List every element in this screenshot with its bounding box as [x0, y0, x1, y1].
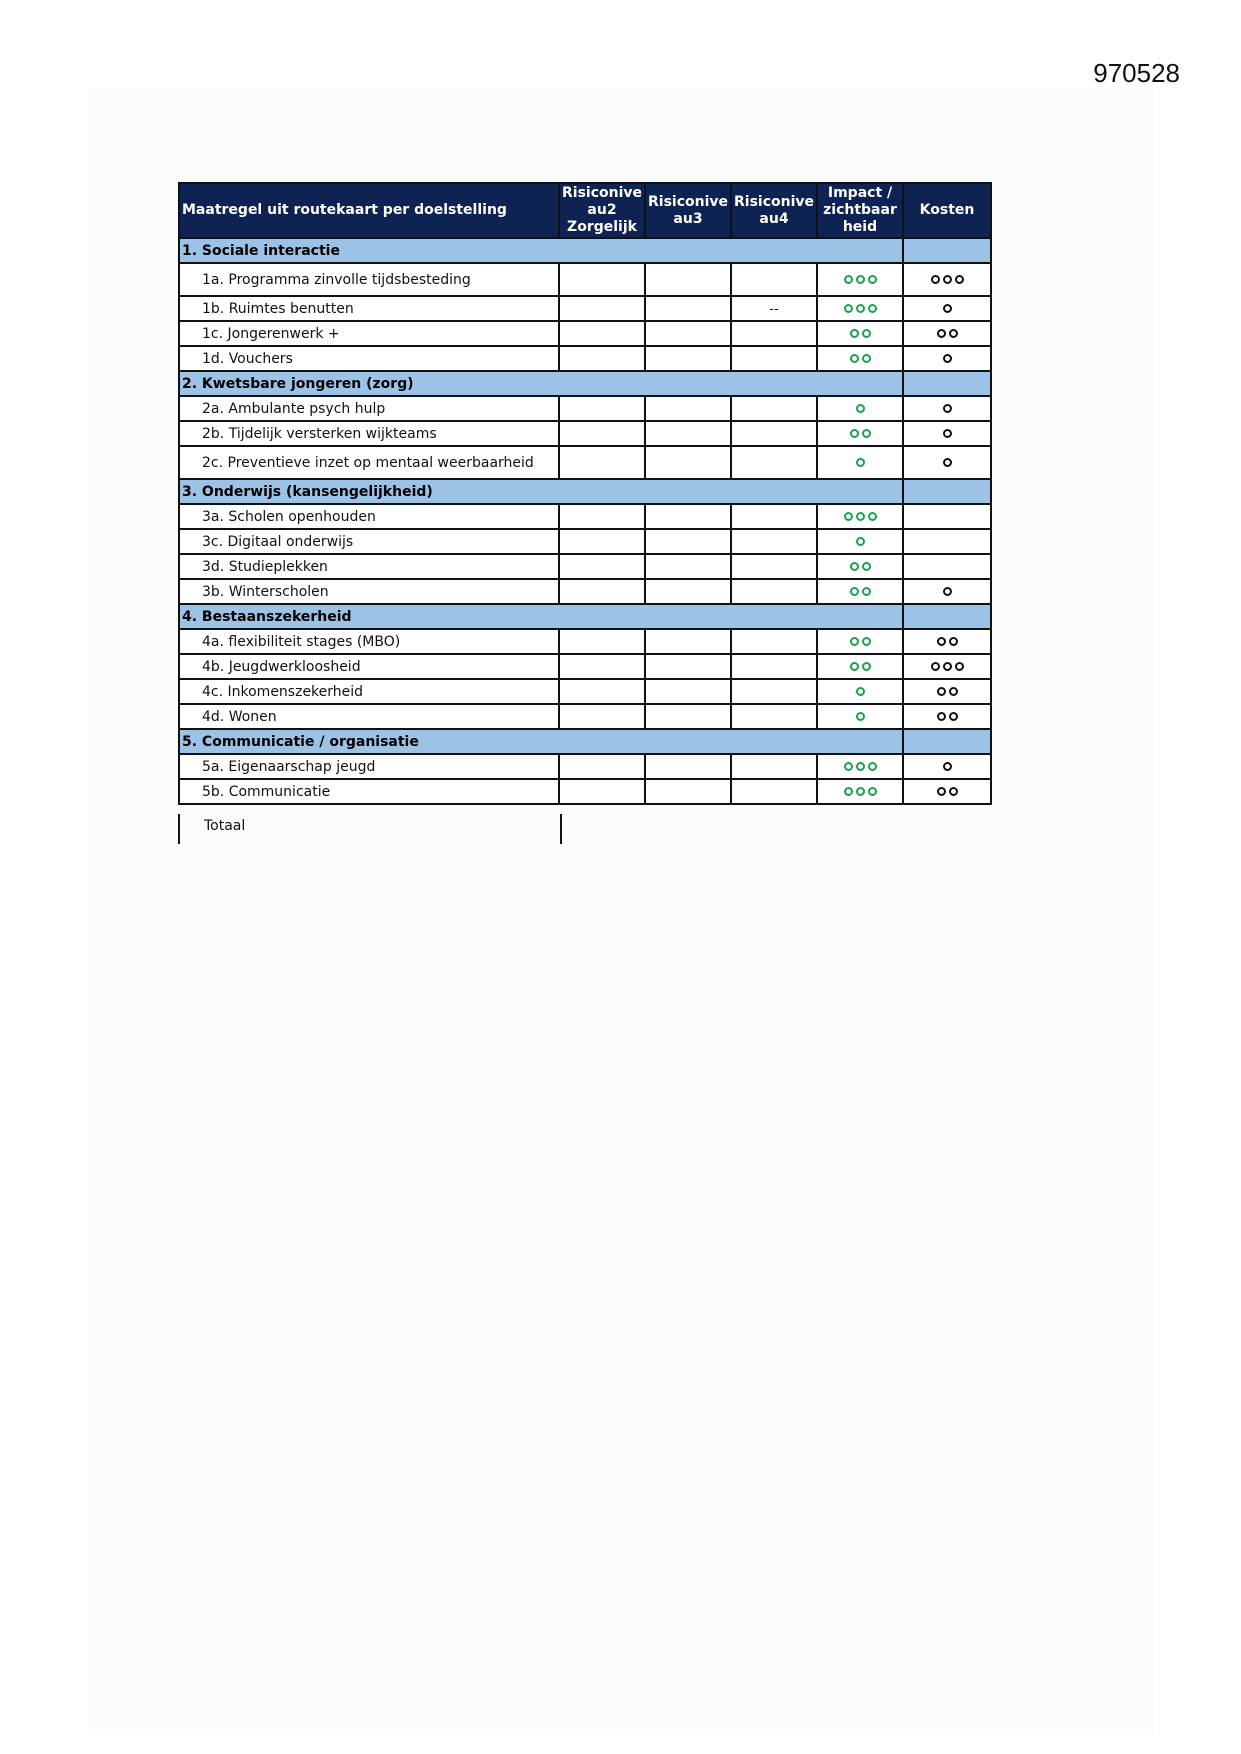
impact-cell	[817, 579, 903, 604]
rating-dots	[850, 562, 871, 571]
rating-dots	[850, 329, 871, 338]
impact-cell	[817, 296, 903, 321]
rating-dots	[937, 687, 958, 696]
table-row	[179, 579, 991, 604]
rating-dot	[943, 354, 952, 363]
impact-cell	[817, 529, 903, 554]
costs-cell	[903, 529, 991, 554]
rating-dot	[943, 304, 952, 313]
measures-table	[178, 182, 992, 805]
measure-label: 2a. Ambulante psych hulp	[179, 396, 559, 421]
rating-dots	[856, 712, 865, 721]
costs-cell	[903, 754, 991, 779]
costs-cell	[903, 296, 991, 321]
section-title: 4. Bestaanszekerheid	[179, 604, 903, 629]
measure-label: 5a. Eigenaarschap jeugd	[179, 754, 559, 779]
section-row	[179, 238, 991, 263]
rating-dot	[868, 787, 877, 796]
risk-au4-value: --	[769, 301, 779, 317]
rating-dot	[949, 329, 958, 338]
costs-cell	[903, 704, 991, 729]
measure-label: 4b. Jeugdwerkloosheid	[179, 654, 559, 679]
risk-au4-cell	[731, 654, 817, 679]
rating-dot	[850, 637, 859, 646]
risk-au2-cell	[559, 579, 645, 604]
risk-au3-cell	[645, 263, 731, 296]
section-costs-cell	[903, 729, 991, 754]
section-title: 2. Kwetsbare jongeren (zorg)	[179, 371, 903, 396]
rating-dot	[949, 687, 958, 696]
section-costs-cell	[903, 238, 991, 263]
rating-dot	[856, 762, 865, 771]
impact-cell	[817, 554, 903, 579]
risk-au4-cell	[731, 346, 817, 371]
impact-cell	[817, 346, 903, 371]
risk-au4-cell	[731, 629, 817, 654]
impact-cell	[817, 629, 903, 654]
rating-dots	[943, 762, 952, 771]
rating-dot	[856, 275, 865, 284]
rating-dots	[844, 275, 877, 284]
rating-dots	[943, 304, 952, 313]
measure-label: 3c. Digitaal onderwijs	[179, 529, 559, 554]
rating-dots	[850, 637, 871, 646]
rating-dot	[856, 687, 865, 696]
rating-dot	[868, 512, 877, 521]
impact-cell	[817, 779, 903, 804]
header-risk-level-4: Risiconive au4	[731, 183, 817, 238]
rating-dot	[949, 637, 958, 646]
risk-au3-cell	[645, 529, 731, 554]
table-row	[179, 654, 991, 679]
risk-au4-cell	[731, 396, 817, 421]
rating-dot	[949, 787, 958, 796]
rating-dot	[931, 662, 940, 671]
rating-dot	[937, 712, 946, 721]
risk-au4-cell	[731, 554, 817, 579]
measure-label: 4a. flexibiliteit stages (MBO)	[179, 629, 559, 654]
rating-dot	[856, 304, 865, 313]
rating-dots	[943, 404, 952, 413]
table-row	[179, 421, 991, 446]
rating-dot	[862, 587, 871, 596]
section-costs-cell	[903, 479, 991, 504]
rating-dots	[844, 787, 877, 796]
risk-au4-cell	[731, 296, 817, 321]
rating-dots	[844, 762, 877, 771]
rating-dot	[856, 404, 865, 413]
rating-dot	[856, 512, 865, 521]
impact-cell	[817, 504, 903, 529]
costs-cell	[903, 446, 991, 479]
rating-dot	[955, 662, 964, 671]
rating-dots	[856, 687, 865, 696]
table-row	[179, 504, 991, 529]
measure-label: 3d. Studieplekken	[179, 554, 559, 579]
table-row	[179, 446, 991, 479]
measure-label: 1d. Vouchers	[179, 346, 559, 371]
impact-cell	[817, 263, 903, 296]
rating-dots	[943, 458, 952, 467]
total-label: Totaal	[204, 818, 246, 834]
costs-cell	[903, 263, 991, 296]
rating-dot	[856, 787, 865, 796]
rating-dot	[862, 354, 871, 363]
measure-label: 5b. Communicatie	[179, 779, 559, 804]
rating-dots	[943, 587, 952, 596]
risk-au2-cell	[559, 321, 645, 346]
section-row	[179, 371, 991, 396]
costs-cell	[903, 421, 991, 446]
table-row	[179, 296, 991, 321]
risk-au3-cell	[645, 779, 731, 804]
table-row	[179, 704, 991, 729]
risk-au4-cell	[731, 679, 817, 704]
rating-dot	[862, 662, 871, 671]
rating-dot	[943, 662, 952, 671]
rating-dot	[856, 712, 865, 721]
table-header-row	[179, 183, 991, 238]
section-row	[179, 729, 991, 754]
costs-cell	[903, 629, 991, 654]
measure-label: 1b. Ruimtes benutten	[179, 296, 559, 321]
risk-au4-cell	[731, 779, 817, 804]
risk-au3-cell	[645, 579, 731, 604]
risk-au4-cell	[731, 446, 817, 479]
risk-au3-cell	[645, 754, 731, 779]
table-row	[179, 321, 991, 346]
rating-dot	[943, 762, 952, 771]
rating-dot	[850, 587, 859, 596]
risk-au2-cell	[559, 779, 645, 804]
table-body	[179, 238, 991, 804]
risk-au2-cell	[559, 346, 645, 371]
rating-dot	[931, 275, 940, 284]
risk-au2-cell	[559, 396, 645, 421]
risk-au2-cell	[559, 704, 645, 729]
rating-dots	[850, 354, 871, 363]
risk-au2-cell	[559, 529, 645, 554]
risk-au2-cell	[559, 296, 645, 321]
table-row	[179, 679, 991, 704]
rating-dots	[937, 637, 958, 646]
risk-au4-cell	[731, 421, 817, 446]
impact-cell	[817, 754, 903, 779]
document-number: 970528	[1093, 58, 1180, 88]
rating-dot	[943, 275, 952, 284]
rating-dot	[943, 429, 952, 438]
risk-au3-cell	[645, 704, 731, 729]
section-title: 5. Communicatie / organisatie	[179, 729, 903, 754]
impact-cell	[817, 321, 903, 346]
impact-cell	[817, 679, 903, 704]
rating-dots	[943, 429, 952, 438]
costs-cell	[903, 679, 991, 704]
measure-label: 4d. Wonen	[179, 704, 559, 729]
table-row	[179, 263, 991, 296]
rating-dot	[937, 329, 946, 338]
measure-label: 2b. Tijdelijk versterken wijkteams	[179, 421, 559, 446]
rating-dots	[850, 429, 871, 438]
risk-au3-cell	[645, 679, 731, 704]
table-row	[179, 629, 991, 654]
risk-au4-cell	[731, 504, 817, 529]
rating-dots	[844, 304, 877, 313]
measure-label: 1c. Jongerenwerk +	[179, 321, 559, 346]
risk-au2-cell	[559, 263, 645, 296]
rating-dots	[850, 662, 871, 671]
rating-dot	[856, 537, 865, 546]
risk-au3-cell	[645, 654, 731, 679]
section-title: 1. Sociale interactie	[179, 238, 903, 263]
header-risk-level-2: Risiconive au2 Zorgelijk	[559, 183, 645, 238]
measures-table-container	[178, 182, 990, 842]
risk-au3-cell	[645, 421, 731, 446]
costs-cell	[903, 779, 991, 804]
risk-au2-cell	[559, 504, 645, 529]
rating-dot	[949, 712, 958, 721]
rating-dot	[844, 275, 853, 284]
rating-dot	[868, 304, 877, 313]
rating-dot	[844, 787, 853, 796]
rating-dots	[844, 512, 877, 521]
rating-dot	[868, 275, 877, 284]
header-impact: Impact / zichtbaar heid	[817, 183, 903, 238]
measure-label: 4c. Inkomenszekerheid	[179, 679, 559, 704]
risk-au2-cell	[559, 446, 645, 479]
rating-dot	[862, 429, 871, 438]
header-measure: Maatregel uit routekaart per doelstelling	[179, 183, 559, 238]
costs-cell	[903, 321, 991, 346]
risk-au3-cell	[645, 346, 731, 371]
risk-au3-cell	[645, 629, 731, 654]
rating-dot	[943, 458, 952, 467]
rating-dots	[937, 329, 958, 338]
table-row	[179, 754, 991, 779]
risk-au3-cell	[645, 554, 731, 579]
costs-cell	[903, 504, 991, 529]
risk-au2-cell	[559, 421, 645, 446]
risk-au3-cell	[645, 504, 731, 529]
rating-dot	[862, 637, 871, 646]
rating-dots	[850, 587, 871, 596]
rating-dots	[856, 458, 865, 467]
rating-dot	[850, 329, 859, 338]
rating-dots	[943, 354, 952, 363]
section-costs-cell	[903, 371, 991, 396]
rating-dot	[868, 762, 877, 771]
rating-dot	[844, 304, 853, 313]
table-row	[179, 554, 991, 579]
risk-au3-cell	[645, 296, 731, 321]
rating-dot	[862, 329, 871, 338]
section-row	[179, 479, 991, 504]
costs-cell	[903, 346, 991, 371]
section-row	[179, 604, 991, 629]
risk-au2-cell	[559, 654, 645, 679]
table-row	[179, 396, 991, 421]
rating-dot	[850, 354, 859, 363]
risk-au4-cell	[731, 263, 817, 296]
risk-au3-cell	[645, 321, 731, 346]
rating-dot	[943, 404, 952, 413]
risk-au2-cell	[559, 629, 645, 654]
risk-au2-cell	[559, 554, 645, 579]
risk-au4-cell	[731, 321, 817, 346]
header-risk-level-3: Risiconive au3	[645, 183, 731, 238]
impact-cell	[817, 704, 903, 729]
rating-dot	[844, 762, 853, 771]
table-row	[179, 346, 991, 371]
risk-au3-cell	[645, 396, 731, 421]
rating-dots	[937, 712, 958, 721]
costs-cell	[903, 396, 991, 421]
rating-dot	[937, 687, 946, 696]
rating-dots	[931, 662, 964, 671]
impact-cell	[817, 421, 903, 446]
risk-au3-cell	[645, 446, 731, 479]
rating-dots	[931, 275, 964, 284]
rating-dot	[850, 562, 859, 571]
table-row	[179, 529, 991, 554]
risk-au4-cell	[731, 754, 817, 779]
impact-cell	[817, 654, 903, 679]
total-row	[178, 814, 562, 844]
section-costs-cell	[903, 604, 991, 629]
header-costs: Kosten	[903, 183, 991, 238]
section-title: 3. Onderwijs (kansengelijkheid)	[179, 479, 903, 504]
rating-dot	[955, 275, 964, 284]
rating-dot	[937, 637, 946, 646]
rating-dots	[856, 537, 865, 546]
costs-cell	[903, 579, 991, 604]
rating-dot	[850, 429, 859, 438]
costs-cell	[903, 654, 991, 679]
impact-cell	[817, 446, 903, 479]
costs-cell	[903, 554, 991, 579]
rating-dot	[862, 562, 871, 571]
measure-label: 1a. Programma zinvolle tijdsbesteding	[179, 263, 559, 296]
measure-label: 2c. Preventieve inzet op mentaal weerbaarheid	[179, 446, 559, 479]
rating-dots	[937, 787, 958, 796]
measure-label: 3a. Scholen openhouden	[179, 504, 559, 529]
rating-dot	[844, 512, 853, 521]
measure-label: 3b. Winterscholen	[179, 579, 559, 604]
rating-dot	[856, 458, 865, 467]
table-row	[179, 779, 991, 804]
rating-dot	[850, 662, 859, 671]
rating-dots	[856, 404, 865, 413]
rating-dot	[943, 587, 952, 596]
risk-au4-cell	[731, 704, 817, 729]
risk-au2-cell	[559, 679, 645, 704]
risk-au2-cell	[559, 754, 645, 779]
impact-cell	[817, 396, 903, 421]
rating-dot	[937, 787, 946, 796]
risk-au4-cell	[731, 529, 817, 554]
risk-au4-cell	[731, 579, 817, 604]
